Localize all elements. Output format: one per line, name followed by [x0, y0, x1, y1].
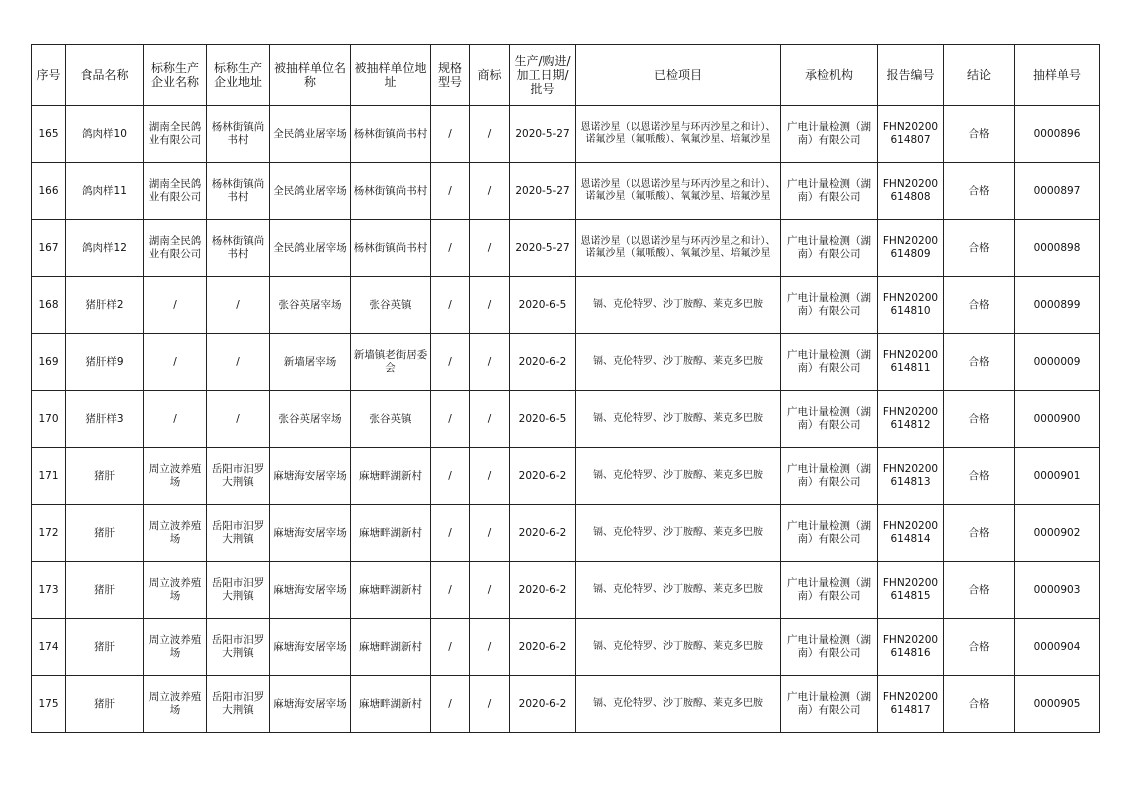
cell-report-number: FHN20200614814 [878, 505, 944, 562]
cell-seq: 166 [32, 163, 66, 220]
cell-report-number: FHN20200614807 [878, 106, 944, 163]
cell-sampled-unit-address: 张谷英镇 [351, 277, 431, 334]
cell-producer-name: 湖南全民鸽业有限公司 [144, 106, 207, 163]
cell-producer-address: / [207, 277, 270, 334]
cell-trademark: / [470, 676, 510, 733]
cell-report-number: FHN20200614817 [878, 676, 944, 733]
cell-sample-number: 0000009 [1015, 334, 1100, 391]
cell-trademark: / [470, 277, 510, 334]
table-row [32, 220, 1100, 277]
table-row [32, 163, 1100, 220]
cell-producer-address: 岳阳市汨罗大荆镇 [207, 619, 270, 676]
table-row [32, 505, 1100, 562]
cell-tested-items: 镉、克伦特罗、沙丁胺醇、莱克多巴胺 [576, 391, 781, 448]
cell-spec: / [431, 220, 470, 277]
cell-date-batch: 2020-6-5 [510, 277, 576, 334]
cell-tested-items: 镉、克伦特罗、沙丁胺醇、莱克多巴胺 [576, 277, 781, 334]
cell-testing-agency: 广电计量检测（湖南）有限公司 [781, 163, 878, 220]
cell-seq: 165 [32, 106, 66, 163]
table-row [32, 277, 1100, 334]
table-row [32, 619, 1100, 676]
cell-testing-agency: 广电计量检测（湖南）有限公司 [781, 277, 878, 334]
cell-seq: 173 [32, 562, 66, 619]
cell-testing-agency: 广电计量检测（湖南）有限公司 [781, 106, 878, 163]
table-row [32, 334, 1100, 391]
cell-date-batch: 2020-5-27 [510, 106, 576, 163]
cell-food-name: 鸽肉样12 [66, 220, 144, 277]
cell-conclusion: 合格 [944, 220, 1015, 277]
column-header-trademark: 商标 [470, 45, 510, 106]
cell-conclusion: 合格 [944, 505, 1015, 562]
cell-report-number: FHN20200614812 [878, 391, 944, 448]
cell-date-batch: 2020-6-2 [510, 448, 576, 505]
cell-producer-address: 岳阳市汨罗大荆镇 [207, 562, 270, 619]
column-header-sample-number: 抽样单号 [1015, 45, 1100, 106]
cell-food-name: 猪肝 [66, 619, 144, 676]
cell-sample-number: 0000900 [1015, 391, 1100, 448]
cell-date-batch: 2020-5-27 [510, 220, 576, 277]
table-body [32, 106, 1100, 733]
cell-producer-name: 周立波养殖场 [144, 676, 207, 733]
cell-tested-items: 镉、克伦特罗、沙丁胺醇、莱克多巴胺 [576, 334, 781, 391]
header-row [32, 45, 1100, 106]
cell-tested-items: 恩诺沙星（以恩诺沙星与环丙沙星之和计）、诺氟沙星（氟哌酸）、氧氟沙星、培氟沙星 [576, 163, 781, 220]
cell-sample-number: 0000898 [1015, 220, 1100, 277]
cell-tested-items: 恩诺沙星（以恩诺沙星与环丙沙星之和计）、诺氟沙星（氟哌酸）、氧氟沙星、培氟沙星 [576, 220, 781, 277]
column-header-spec: 规格型号 [431, 45, 470, 106]
cell-spec: / [431, 676, 470, 733]
cell-seq: 167 [32, 220, 66, 277]
cell-sampled-unit-name: 全民鸽业屠宰场 [270, 163, 351, 220]
cell-conclusion: 合格 [944, 619, 1015, 676]
cell-sample-number: 0000899 [1015, 277, 1100, 334]
cell-trademark: / [470, 163, 510, 220]
cell-report-number: FHN20200614811 [878, 334, 944, 391]
cell-seq: 175 [32, 676, 66, 733]
cell-spec: / [431, 619, 470, 676]
cell-food-name: 猪肝样9 [66, 334, 144, 391]
cell-testing-agency: 广电计量检测（湖南）有限公司 [781, 505, 878, 562]
cell-spec: / [431, 163, 470, 220]
cell-report-number: FHN20200614809 [878, 220, 944, 277]
cell-spec: / [431, 277, 470, 334]
cell-producer-name: 湖南全民鸽业有限公司 [144, 163, 207, 220]
column-header-conclusion: 结论 [944, 45, 1015, 106]
cell-trademark: / [470, 505, 510, 562]
cell-tested-items: 镉、克伦特罗、沙丁胺醇、莱克多巴胺 [576, 562, 781, 619]
cell-trademark: / [470, 220, 510, 277]
column-header-date-batch: 生产/购进/加工日期/批号 [510, 45, 576, 106]
cell-spec: / [431, 448, 470, 505]
cell-spec: / [431, 562, 470, 619]
cell-testing-agency: 广电计量检测（湖南）有限公司 [781, 619, 878, 676]
cell-date-batch: 2020-6-2 [510, 334, 576, 391]
cell-sampled-unit-name: 麻塘海安屠宰场 [270, 619, 351, 676]
cell-food-name: 猪肝 [66, 562, 144, 619]
cell-spec: / [431, 505, 470, 562]
cell-sampled-unit-name: 全民鸽业屠宰场 [270, 106, 351, 163]
cell-food-name: 鸽肉样11 [66, 163, 144, 220]
cell-date-batch: 2020-6-2 [510, 619, 576, 676]
cell-seq: 168 [32, 277, 66, 334]
cell-date-batch: 2020-6-5 [510, 391, 576, 448]
cell-conclusion: 合格 [944, 163, 1015, 220]
column-header-tested-items: 已检项目 [576, 45, 781, 106]
cell-producer-address: 岳阳市汨罗大荆镇 [207, 676, 270, 733]
column-header-food-name: 食品名称 [66, 45, 144, 106]
cell-producer-name: 湖南全民鸽业有限公司 [144, 220, 207, 277]
cell-sampled-unit-address: 张谷英镇 [351, 391, 431, 448]
cell-sample-number: 0000902 [1015, 505, 1100, 562]
cell-date-batch: 2020-6-2 [510, 505, 576, 562]
cell-producer-address: / [207, 334, 270, 391]
column-header-sampled-unit-name: 被抽样单位名称 [270, 45, 351, 106]
cell-producer-address: 岳阳市汨罗大荆镇 [207, 505, 270, 562]
column-header-producer-name: 标称生产企业名称 [144, 45, 207, 106]
cell-seq: 174 [32, 619, 66, 676]
table-row [32, 562, 1100, 619]
cell-spec: / [431, 334, 470, 391]
cell-report-number: FHN20200614816 [878, 619, 944, 676]
cell-sampled-unit-name: 麻塘海安屠宰场 [270, 505, 351, 562]
cell-conclusion: 合格 [944, 448, 1015, 505]
cell-sample-number: 0000905 [1015, 676, 1100, 733]
cell-tested-items: 镉、克伦特罗、沙丁胺醇、莱克多巴胺 [576, 448, 781, 505]
cell-seq: 172 [32, 505, 66, 562]
cell-seq: 171 [32, 448, 66, 505]
cell-seq: 169 [32, 334, 66, 391]
cell-sampled-unit-address: 麻塘畔湖新村 [351, 505, 431, 562]
cell-testing-agency: 广电计量检测（湖南）有限公司 [781, 448, 878, 505]
table-row [32, 106, 1100, 163]
cell-conclusion: 合格 [944, 676, 1015, 733]
cell-sampled-unit-address: 麻塘畔湖新村 [351, 619, 431, 676]
cell-sampled-unit-address: 杨林街镇尚书村 [351, 106, 431, 163]
cell-sampled-unit-name: 麻塘海安屠宰场 [270, 448, 351, 505]
cell-sampled-unit-address: 新墙镇老街居委会 [351, 334, 431, 391]
cell-producer-address: 杨林街镇尚书村 [207, 220, 270, 277]
cell-sample-number: 0000896 [1015, 106, 1100, 163]
cell-sample-number: 0000897 [1015, 163, 1100, 220]
cell-testing-agency: 广电计量检测（湖南）有限公司 [781, 391, 878, 448]
cell-sampled-unit-name: 张谷英屠宰场 [270, 277, 351, 334]
cell-producer-address: / [207, 391, 270, 448]
cell-producer-name: 周立波养殖场 [144, 505, 207, 562]
cell-testing-agency: 广电计量检测（湖南）有限公司 [781, 676, 878, 733]
cell-sample-number: 0000901 [1015, 448, 1100, 505]
cell-report-number: FHN20200614810 [878, 277, 944, 334]
cell-producer-name: 周立波养殖场 [144, 562, 207, 619]
cell-sampled-unit-address: 麻塘畔湖新村 [351, 562, 431, 619]
cell-producer-address: 杨林街镇尚书村 [207, 106, 270, 163]
cell-sampled-unit-address: 杨林街镇尚书村 [351, 220, 431, 277]
cell-testing-agency: 广电计量检测（湖南）有限公司 [781, 220, 878, 277]
table-row [32, 676, 1100, 733]
cell-report-number: FHN20200614813 [878, 448, 944, 505]
cell-conclusion: 合格 [944, 106, 1015, 163]
cell-sampled-unit-name: 张谷英屠宰场 [270, 391, 351, 448]
column-header-seq: 序号 [32, 45, 66, 106]
cell-report-number: FHN20200614815 [878, 562, 944, 619]
cell-food-name: 猪肝 [66, 676, 144, 733]
cell-producer-address: 杨林街镇尚书村 [207, 163, 270, 220]
cell-date-batch: 2020-6-2 [510, 676, 576, 733]
cell-date-batch: 2020-5-27 [510, 163, 576, 220]
cell-sampled-unit-address: 麻塘畔湖新村 [351, 676, 431, 733]
column-header-testing-agency: 承检机构 [781, 45, 878, 106]
cell-report-number: FHN20200614808 [878, 163, 944, 220]
cell-conclusion: 合格 [944, 562, 1015, 619]
column-header-producer-address: 标称生产企业地址 [207, 45, 270, 106]
cell-food-name: 鸽肉样10 [66, 106, 144, 163]
cell-tested-items: 镉、克伦特罗、沙丁胺醇、莱克多巴胺 [576, 676, 781, 733]
cell-trademark: / [470, 391, 510, 448]
cell-trademark: / [470, 562, 510, 619]
cell-producer-name: 周立波养殖场 [144, 448, 207, 505]
cell-producer-name: / [144, 277, 207, 334]
cell-spec: / [431, 106, 470, 163]
cell-sampled-unit-name: 麻塘海安屠宰场 [270, 676, 351, 733]
cell-producer-name: 周立波养殖场 [144, 619, 207, 676]
cell-trademark: / [470, 619, 510, 676]
cell-sampled-unit-address: 杨林街镇尚书村 [351, 163, 431, 220]
cell-conclusion: 合格 [944, 391, 1015, 448]
cell-food-name: 猪肝样3 [66, 391, 144, 448]
cell-seq: 170 [32, 391, 66, 448]
cell-food-name: 猪肝样2 [66, 277, 144, 334]
cell-conclusion: 合格 [944, 277, 1015, 334]
cell-date-batch: 2020-6-2 [510, 562, 576, 619]
table-header [32, 45, 1100, 106]
cell-conclusion: 合格 [944, 334, 1015, 391]
cell-spec: / [431, 391, 470, 448]
sampling-results-table [31, 44, 1100, 733]
cell-trademark: / [470, 106, 510, 163]
cell-sample-number: 0000904 [1015, 619, 1100, 676]
cell-trademark: / [470, 334, 510, 391]
cell-trademark: / [470, 448, 510, 505]
cell-sampled-unit-name: 麻塘海安屠宰场 [270, 562, 351, 619]
cell-sampled-unit-name: 全民鸽业屠宰场 [270, 220, 351, 277]
cell-producer-name: / [144, 334, 207, 391]
table-row [32, 448, 1100, 505]
cell-food-name: 猪肝 [66, 505, 144, 562]
cell-sampled-unit-name: 新墙屠宰场 [270, 334, 351, 391]
cell-sampled-unit-address: 麻塘畔湖新村 [351, 448, 431, 505]
cell-food-name: 猪肝 [66, 448, 144, 505]
cell-producer-name: / [144, 391, 207, 448]
cell-testing-agency: 广电计量检测（湖南）有限公司 [781, 562, 878, 619]
cell-tested-items: 镉、克伦特罗、沙丁胺醇、莱克多巴胺 [576, 505, 781, 562]
cell-producer-address: 岳阳市汨罗大荆镇 [207, 448, 270, 505]
cell-sample-number: 0000903 [1015, 562, 1100, 619]
column-header-sampled-unit-address: 被抽样单位地址 [351, 45, 431, 106]
cell-tested-items: 镉、克伦特罗、沙丁胺醇、莱克多巴胺 [576, 619, 781, 676]
table-row [32, 391, 1100, 448]
cell-testing-agency: 广电计量检测（湖南）有限公司 [781, 334, 878, 391]
column-header-report-number: 报告编号 [878, 45, 944, 106]
cell-tested-items: 恩诺沙星（以恩诺沙星与环丙沙星之和计）、诺氟沙星（氟哌酸）、氧氟沙星、培氟沙星 [576, 106, 781, 163]
